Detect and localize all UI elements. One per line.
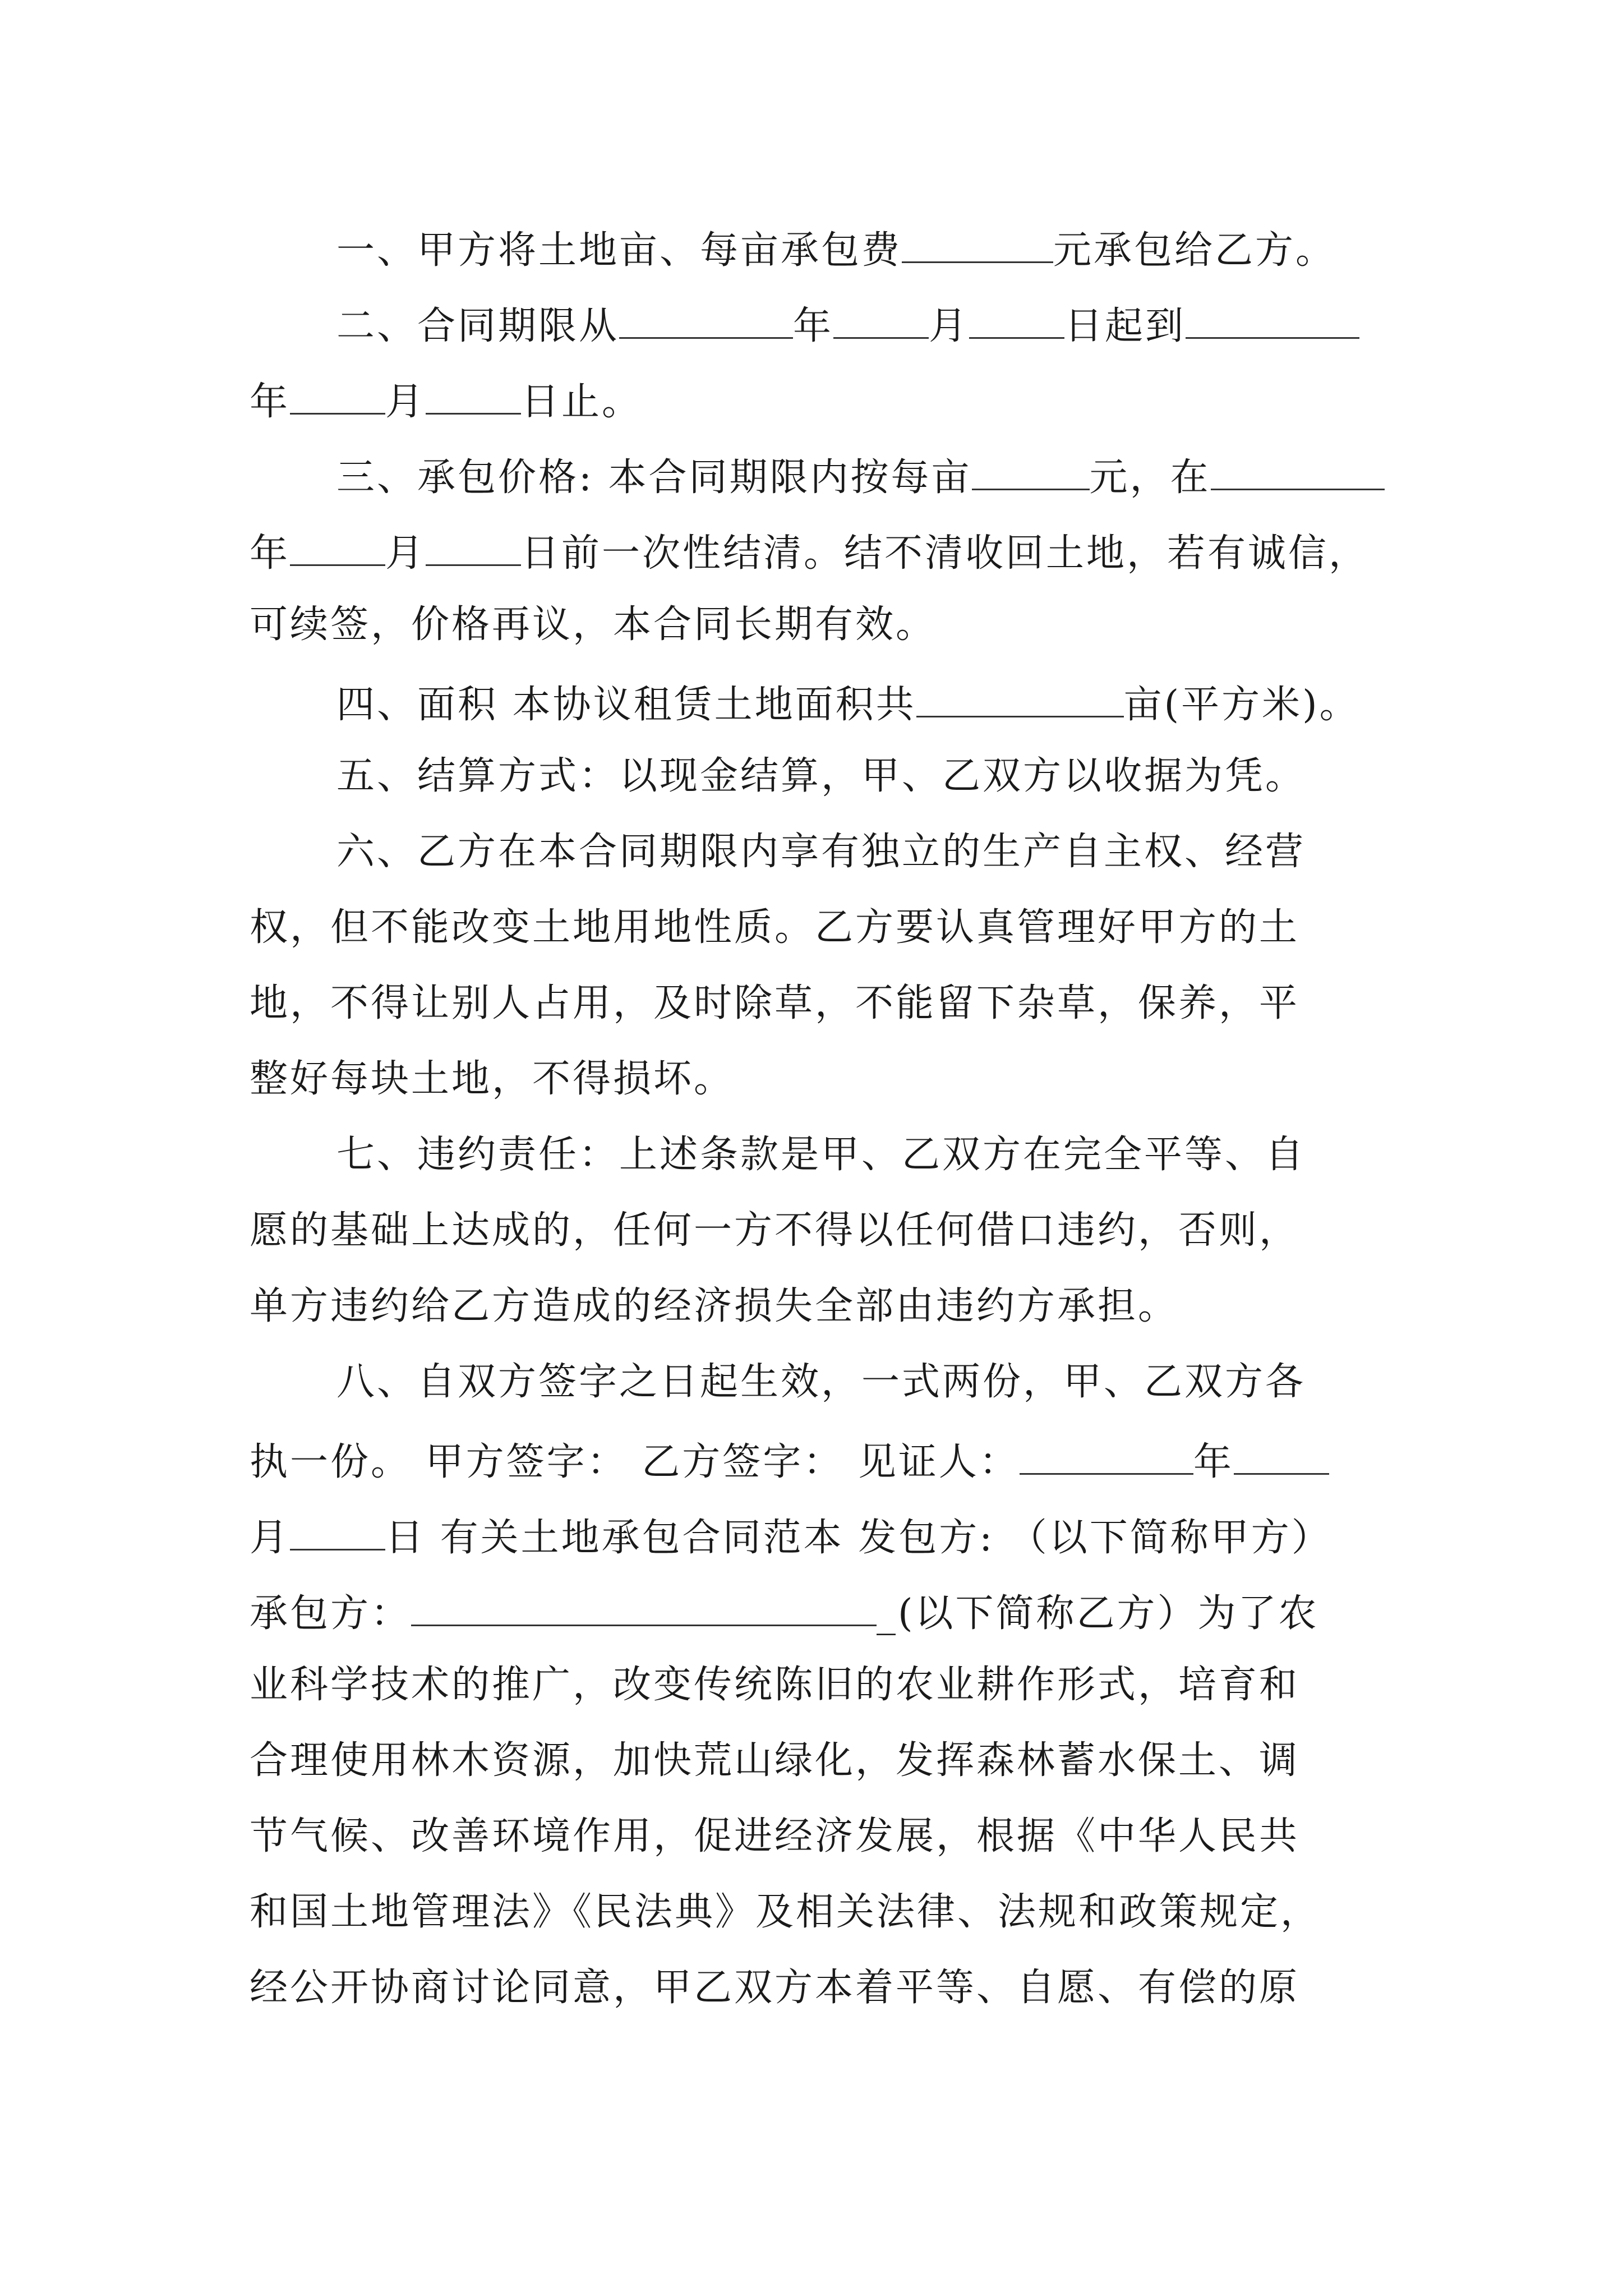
clause-2-end-text: 日止。 (521, 380, 643, 425)
clause-3-text-b: 元，在 (1089, 455, 1211, 500)
contract-heading-text: 日 有关土地承包合同范本 发包方: （以下简称甲方） (385, 1516, 1332, 1561)
clause-3-text-d: 可续签，价格再议，本合同长期有效。 (250, 602, 937, 647)
contract-heading-line (250, 1515, 1405, 1561)
area-blank[interactable] (916, 682, 1124, 717)
body-line-1 (250, 1663, 1405, 1707)
clause-2-line-1 (336, 303, 1405, 349)
price-blank[interactable] (972, 454, 1090, 490)
clause-7-line-3 (250, 1284, 1405, 1328)
clause-3-line-3 (250, 602, 1405, 647)
clause-4-text-a: 四、面积 本协议租赁土地面积共 (336, 683, 916, 728)
body-text-3: 节气候、改善环境作用，促进经济发展，根据《中华人民共 (250, 1814, 1300, 1858)
sign-year-blank[interactable] (1020, 1439, 1193, 1475)
clause-5-text: 五、结算方式：以现金结算，甲、乙双方以收据为凭。 (336, 754, 1306, 798)
body-line-2 (250, 1738, 1405, 1783)
end-day-blank[interactable] (426, 379, 521, 415)
settle-month-blank[interactable] (290, 530, 385, 566)
sign-year-label: 年 (1193, 1440, 1234, 1485)
end-year-blank[interactable] (1186, 303, 1359, 339)
clause-5-line (336, 754, 1405, 798)
clause-7-text-a: 七、违约责任：上述条款是甲、乙双方在完全平等、自 (336, 1133, 1306, 1177)
clause-3-line-2 (250, 530, 1405, 576)
clause-1-line (336, 227, 1405, 273)
body-line-4 (250, 1890, 1405, 1934)
clause-6-line-1 (336, 830, 1405, 874)
body-text-4: 和国土地管理法》《民法典》及相关法律、法规和政策规定， (250, 1890, 1321, 1934)
clause-3-year-label: 年 (250, 531, 291, 576)
clause-1-text-b: 元承包给乙方。 (1053, 228, 1336, 273)
clause-6-line-2 (250, 905, 1405, 950)
clause-8-text-a: 八、自双方签字之日起生效，一式两份，甲、乙双方各 (336, 1360, 1306, 1404)
clause-6-text-d: 整好每块土地，不得损坏。 (250, 1057, 735, 1101)
clause-2-year-label: 年 (793, 304, 834, 349)
sign-day-blank[interactable] (290, 1515, 385, 1550)
clause-2-line-2 (250, 379, 1405, 425)
clause-2-end-month-label: 月 (385, 380, 426, 425)
body-text-1: 业科学技术的推广，改变传统陈旧的农业耕作形式，培育和 (250, 1663, 1300, 1707)
clause-7-line-1 (336, 1133, 1405, 1177)
body-line-3 (250, 1814, 1405, 1858)
end-month-blank[interactable] (290, 379, 385, 415)
contractor-text: _(以下简称乙方）为了农 (877, 1591, 1319, 1636)
start-month-blank[interactable] (833, 303, 929, 339)
start-year-blank[interactable] (619, 303, 793, 339)
clause-3-line-1 (336, 454, 1405, 500)
clause-6-text-b: 权，但不能改变土地用地性质。乙方要认真管理好甲方的土 (250, 905, 1300, 950)
clause-3-text-a: 三、承包价格: 本合同期限内按每亩 (336, 455, 972, 500)
contractor-line (250, 1590, 1405, 1636)
clause-2-text-b: 日起到 (1064, 304, 1186, 349)
clause-6-text-a: 六、乙方在本合同期限内享有独立的生产自主权、经营 (336, 830, 1306, 874)
signature-line (250, 1439, 1405, 1485)
clause-7-text-c: 单方违约给乙方造成的经济损失全部由违约方承担。 (250, 1284, 1179, 1328)
contractor-blank[interactable] (411, 1590, 877, 1626)
body-text-5: 经公开协商讨论同意，甲乙双方本着平等、自愿、有偿的原 (250, 1966, 1300, 2010)
start-day-blank[interactable] (969, 303, 1064, 339)
clause-6-line-3 (250, 981, 1405, 1025)
fee-blank[interactable] (902, 227, 1053, 263)
clause-7-text-b: 愿的基础上达成的，任何一方不得以任何借口违约，否则， (250, 1208, 1300, 1253)
settle-year-blank[interactable] (1211, 454, 1385, 490)
settle-day-blank[interactable] (426, 530, 521, 566)
clause-2-end-year-label: 年 (250, 380, 291, 425)
signature-text: 执一份。 甲方签字： 乙方签字： 见证人： (250, 1440, 1020, 1485)
body-line-5 (250, 1966, 1405, 2010)
contractor-label: 承包方： (250, 1591, 412, 1636)
clause-4-text-b: 亩(平方米)。 (1123, 683, 1360, 728)
clause-2-text-a: 二、合同期限从 (336, 304, 620, 349)
body-text-2: 合理使用林木资源，加快荒山绿化，发挥森林蓄水保土、调 (250, 1738, 1300, 1783)
clause-3-text-c: 日前一次性结清。结不清收回土地，若有诚信， (521, 531, 1370, 576)
clause-6-text-c: 地，不得让别人占用，及时除草，不能留下杂草，保养，平 (250, 981, 1300, 1025)
sign-month-blank[interactable] (1234, 1439, 1329, 1475)
clause-6-line-4 (250, 1057, 1405, 1101)
clause-3-month-label: 月 (385, 531, 426, 576)
sign-month-label: 月 (250, 1516, 291, 1561)
clause-7-line-2 (250, 1208, 1405, 1253)
clause-4-line (336, 682, 1405, 728)
clause-8-line-1 (336, 1360, 1405, 1404)
clause-2-month-label: 月 (929, 304, 970, 349)
clause-1-text-a: 一、甲方将土地亩、每亩承包费 (336, 228, 902, 273)
